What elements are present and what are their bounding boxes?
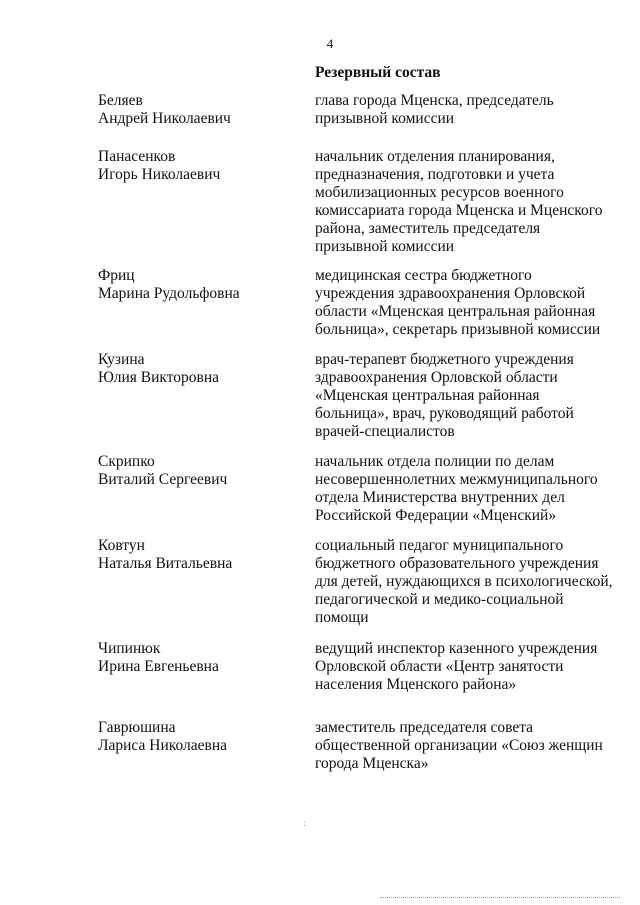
member-position-line: призывной комиссии	[315, 238, 455, 255]
member-position-line: бюджетного образовательного учреждения	[315, 555, 599, 572]
member-position-line: социальный педагог муниципального	[315, 537, 564, 554]
section-title: Резервный состав	[315, 64, 441, 81]
page-number: 4	[326, 36, 334, 51]
member-name-line: Беляев	[98, 92, 143, 109]
footer-mark: :	[303, 818, 306, 828]
member-position-line: общественной организации «Союз женщин	[315, 737, 603, 754]
member-position	[315, 351, 615, 441]
member-name	[0, 351, 315, 441]
member-entry	[0, 148, 640, 256]
member-name-line: Виталий Сергеевич	[98, 471, 228, 488]
member-position-line: призывной комиссии	[315, 110, 455, 127]
member-position-line: начальник отдела полиции по делам	[315, 453, 555, 470]
member-position-line: города Мценска»	[315, 755, 429, 772]
member-name-line: Андрей Николаевич	[98, 110, 231, 127]
member-position	[315, 537, 615, 627]
member-position-line: предназначения, подготовки и учета	[315, 166, 555, 183]
member-position	[315, 148, 615, 256]
member-name-line: Игорь Николаевич	[98, 166, 221, 183]
member-position-line: учреждения здравоохранения Орловской	[315, 285, 586, 302]
member-entry	[0, 640, 640, 694]
member-position-line: населения Мценского района»	[315, 676, 517, 693]
member-name	[0, 640, 315, 694]
member-position-line: врач-терапевт бюджетного учреждения	[315, 351, 574, 368]
member-entry	[0, 351, 640, 441]
member-name	[0, 537, 315, 627]
member-name-line: Кузина	[98, 351, 145, 368]
member-name-line: Ковтун	[98, 537, 145, 554]
member-name-line: Панасенков	[98, 148, 176, 165]
member-position-line: области «Мценская центральная районная	[315, 303, 596, 320]
member-position-line: врачей-специалистов	[315, 423, 455, 440]
member-position-line: Российской Федерации «Мценский»	[315, 507, 557, 524]
member-position-line: Орловской области «Центр занятости	[315, 658, 564, 675]
member-position-line: комиссариата города Мценска и Мценского	[315, 202, 603, 219]
member-entry	[0, 537, 640, 627]
member-position	[315, 453, 615, 525]
member-position-line: несовершеннолетних межмуниципального	[315, 471, 598, 488]
member-entry	[0, 92, 640, 128]
member-entry	[0, 719, 640, 773]
member-name-line: Наталья Витальевна	[98, 555, 233, 572]
member-position-line: медицинская сестра бюджетного	[315, 267, 532, 284]
member-position-line: начальник отделения планирования,	[315, 148, 555, 165]
member-name-line: Гаврюшина	[98, 719, 176, 736]
member-name	[0, 148, 315, 256]
member-position-line: мобилизационных ресурсов военного	[315, 184, 564, 201]
member-name-line: Ирина Евгеньевна	[98, 658, 219, 675]
member-position-line: глава города Мценска, председатель	[315, 92, 554, 109]
member-name	[0, 92, 315, 128]
member-position-line: здравоохранения Орловской области	[315, 369, 558, 386]
member-position-line: ведущий инспектор казенного учреждения	[315, 640, 598, 657]
member-name-line: Марина Рудольфовна	[98, 285, 240, 302]
member-name-line: Юлия Викторовна	[98, 369, 220, 386]
member-position-line: больница», врач, руководящий работой	[315, 405, 574, 422]
member-position-line: помощи	[315, 609, 369, 626]
bottom-edge-dots	[380, 897, 620, 900]
member-name-line: Чипинюк	[98, 640, 161, 657]
member-position-line: больница», секретарь призывной комиссии	[315, 321, 601, 338]
member-position-line: «Мценская центральная районная	[315, 387, 540, 404]
member-position	[315, 719, 615, 773]
member-name	[0, 453, 315, 525]
member-name-line: Лариса Николаевна	[98, 737, 228, 754]
member-name	[0, 719, 315, 773]
member-name	[0, 267, 315, 339]
member-position-line: заместитель председателя совета	[315, 719, 534, 736]
member-name-line: Фриц	[98, 267, 135, 284]
member-position	[315, 267, 615, 339]
member-position-line: отдела Министерства внутренних дел	[315, 489, 565, 506]
member-position	[315, 92, 615, 128]
member-name-line: Скрипко	[98, 453, 155, 470]
member-entry	[0, 267, 640, 339]
member-position-line: педагогической и медико-социальной	[315, 591, 564, 608]
member-position-line: для детей, нуждающихся в психологической,	[315, 573, 613, 590]
member-entry	[0, 453, 640, 525]
member-position-line: района, заместитель председателя	[315, 220, 541, 237]
member-position	[315, 640, 615, 694]
